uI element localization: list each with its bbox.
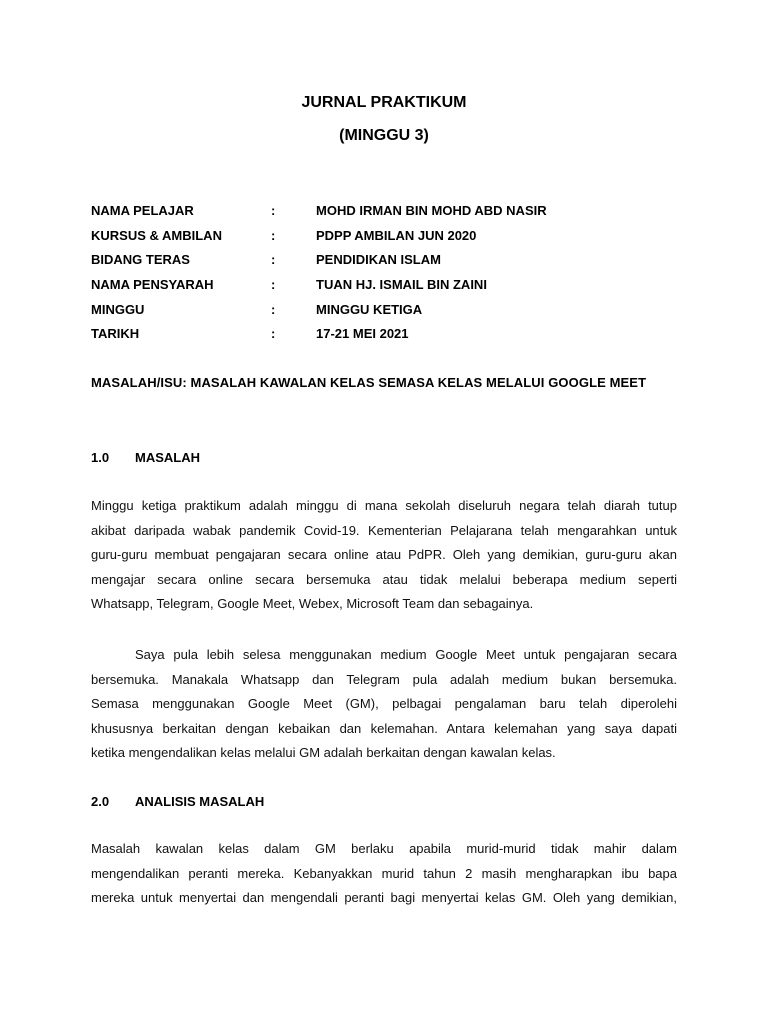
- info-value: PENDIDIKAN ISLAM: [316, 252, 441, 268]
- section-heading-analysis: [91, 794, 264, 809]
- info-colon: :: [271, 326, 276, 342]
- paragraph-line: mengendalikan peranti mereka. Kebanyakkan murid tahun 2 masih mengharapkan ibu bapa: [91, 865, 677, 881]
- info-label: BIDANG TERAS: [91, 252, 190, 268]
- info-colon: :: [271, 227, 276, 243]
- paragraph: [91, 837, 677, 911]
- info-colon: :: [271, 252, 276, 268]
- paragraph-line: Whatsapp, Telegram, Google Meet, Webex, Microsoft Team dan sebagainya.: [91, 596, 534, 611]
- paragraph-line: guru-guru membuat pengajaran secara online atau PdPR. Oleh yang demikian, guru-guru akan: [91, 547, 677, 562]
- section-heading-problem: [91, 450, 200, 465]
- paragraph-line: mengajar secara online secara bersemuka atau tidak melalui beberapa medium seperti: [91, 571, 677, 587]
- info-colon: :: [271, 301, 276, 317]
- info-value: MOHD IRMAN BIN MOHD ABD NASIR: [316, 203, 547, 218]
- issue-statement: MASALAH/ISU: MASALAH KAWALAN KELAS SEMASA KELAS MELALUI GOOGLE MEET: [91, 375, 647, 390]
- info-row-field: [91, 252, 691, 277]
- paragraph-line: Masalah kawalan kelas dalam GM berlaku apabila murid-murid tidak mahir dalam: [91, 841, 677, 856]
- paragraph: [91, 643, 677, 766]
- info-value: MINGGU KETIGA: [316, 301, 423, 317]
- paragraph-line: mereka untuk menyertai dan mengendali peranti bagi menyertai kelas GM. Oleh yang demikian,: [91, 890, 677, 905]
- paragraph: [91, 494, 677, 617]
- info-row-date: [91, 326, 691, 351]
- paragraph-line: Semasa menggunakan Google Meet (GM), pelbagai pengalaman baru telah diperolehi: [91, 696, 677, 711]
- info-row-week: [91, 302, 691, 327]
- section-title: MASALAH: [135, 450, 200, 465]
- info-colon: :: [271, 203, 276, 218]
- info-value: 17-21 MEI 2021: [316, 326, 409, 342]
- paragraph-line: bersemuka. Manakala Whatsapp dan Telegram pula adalah medium bukan bersemuka.: [91, 671, 677, 687]
- section-number: 1.0: [91, 450, 110, 465]
- info-colon: :: [271, 277, 276, 293]
- paragraph-line: ketika mengendalikan kelas melalui GM adalah berkaitan dengan kawalan kelas.: [91, 745, 556, 760]
- section-title: ANALISIS MASALAH: [135, 794, 265, 809]
- info-label: NAMA PELAJAR: [91, 203, 194, 218]
- document-subtitle: (MINGGU 3): [339, 127, 429, 144]
- paragraph-line: Minggu ketiga praktikum adalah minggu di mana sekolah diseluruh negara telah diarah tutup: [91, 498, 677, 513]
- info-row-student-name: [91, 203, 691, 228]
- info-label: MINGGU: [91, 301, 145, 317]
- paragraph-line: khususnya berkaitan dengan kebaikan dan kelemahan. Antara kelemahan yang saya dapati: [91, 720, 677, 736]
- info-label: NAMA PENSYARAH: [91, 277, 214, 293]
- paragraph-line: akibat daripada wabak pandemik Covid-19. Kementerian Pelajarana telah mengarahkan untuk: [91, 522, 677, 538]
- info-row-lecturer: [91, 277, 691, 302]
- document-title: JURNAL PRAKTIKUM: [301, 94, 467, 111]
- section-number: 2.0: [91, 794, 110, 809]
- info-row-course: [91, 228, 691, 253]
- paragraph-line: Saya pula lebih selesa menggunakan medium Google Meet untuk pengajaran secara: [135, 647, 677, 662]
- info-value: TUAN HJ. ISMAIL BIN ZAINI: [316, 277, 487, 293]
- info-value: PDPP AMBILAN JUN 2020: [316, 227, 477, 243]
- student-info-table: [91, 203, 691, 351]
- info-label: TARIKH: [91, 326, 140, 342]
- info-label: KURSUS & AMBILAN: [91, 227, 222, 243]
